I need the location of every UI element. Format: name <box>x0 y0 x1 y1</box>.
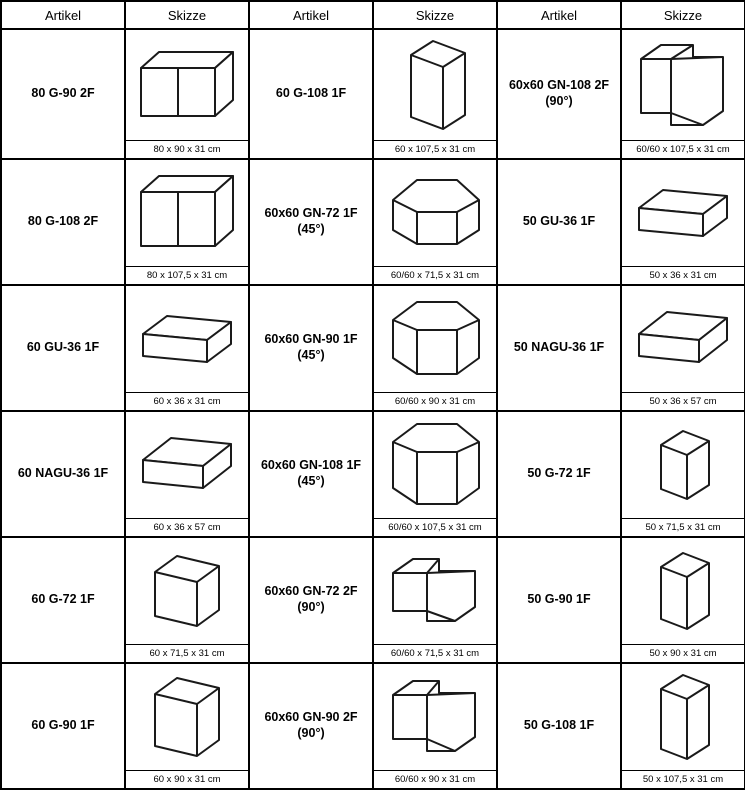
dimension-label: 50 x 90 x 31 cm <box>622 644 744 663</box>
sketch-cell <box>125 159 249 285</box>
dimension-label: 60/60 x 71,5 x 31 cm <box>374 266 496 285</box>
corner-90-mid-icon <box>374 664 496 770</box>
article-label: 60x60 GN-72 1F (45°) <box>249 159 373 285</box>
sketch-cell <box>621 159 745 285</box>
article-label: 60x60 GN-72 2F (90°) <box>249 537 373 663</box>
corner-45-mid-icon <box>374 286 496 392</box>
corner-90-low-icon <box>374 538 496 644</box>
dimension-label: 60 x 36 x 57 cm <box>126 518 248 537</box>
table-row <box>1 159 745 285</box>
corner-45-tall-icon <box>374 412 496 518</box>
article-label: 60x60 GN-90 2F (90°) <box>249 663 373 789</box>
article-label: 60 G-90 1F <box>1 663 125 789</box>
corner-90-tall-icon <box>622 30 744 140</box>
sketch-cell <box>621 29 745 159</box>
sketch-cell <box>373 159 497 285</box>
article-label: 50 G-108 1F <box>497 663 621 789</box>
sketch-cell <box>621 411 745 537</box>
article-label: 80 G-90 2F <box>1 29 125 159</box>
column-header-skizze-3: Skizze <box>621 1 745 29</box>
table-header-row <box>1 1 745 29</box>
article-label: 60 G-72 1F <box>1 537 125 663</box>
sketch-cell <box>621 663 745 789</box>
dimension-label: 60/60 x 107,5 x 31 cm <box>374 518 496 537</box>
dimension-label: 80 x 107,5 x 31 cm <box>126 266 248 285</box>
narrow-cabinet-low-icon <box>622 412 744 518</box>
article-label: 50 G-90 1F <box>497 537 621 663</box>
column-header-artikel-3: Artikel <box>497 1 621 29</box>
dimension-label: 60 x 90 x 31 cm <box>126 770 248 789</box>
dimension-label: 60 x 71,5 x 31 cm <box>126 644 248 663</box>
corner-45-low-icon <box>374 160 496 266</box>
dimension-label: 60/60 x 90 x 31 cm <box>374 770 496 789</box>
dimension-label: 50 x 36 x 57 cm <box>622 392 744 411</box>
deep-flat-box-icon <box>622 286 744 392</box>
article-label: 60x60 GN-90 1F (45°) <box>249 285 373 411</box>
sketch-cell <box>125 663 249 789</box>
wall-cabinet-2door-tall-icon <box>126 160 248 266</box>
dimension-label: 60 x 107,5 x 31 cm <box>374 140 496 159</box>
table-row <box>1 29 745 159</box>
article-label: 60 NAGU-36 1F <box>1 411 125 537</box>
wall-cabinet-2door-icon <box>126 30 248 140</box>
dimension-label: 60/60 x 90 x 31 cm <box>374 392 496 411</box>
cabinet-1door-mid-icon <box>126 664 248 770</box>
article-label: 60 GU-36 1F <box>1 285 125 411</box>
sketch-cell <box>373 411 497 537</box>
article-label: 50 G-72 1F <box>497 411 621 537</box>
column-header-skizze-2: Skizze <box>373 1 497 29</box>
sketch-cell <box>373 29 497 159</box>
sketch-cell <box>125 411 249 537</box>
flat-box-icon <box>622 160 744 266</box>
sketch-cell <box>373 537 497 663</box>
table-row <box>1 285 745 411</box>
column-header-artikel-2: Artikel <box>249 1 373 29</box>
narrow-cabinet-mid-icon <box>622 538 744 644</box>
sketch-cell <box>125 29 249 159</box>
column-header-skizze-1: Skizze <box>125 1 249 29</box>
tall-cabinet-1door-icon <box>374 30 496 140</box>
dimension-label: 60/60 x 71,5 x 31 cm <box>374 644 496 663</box>
article-label: 50 NAGU-36 1F <box>497 285 621 411</box>
dimension-label: 50 x 71,5 x 31 cm <box>622 518 744 537</box>
column-header-artikel-1: Artikel <box>1 1 125 29</box>
article-label: 80 G-108 2F <box>1 159 125 285</box>
dimension-label: 80 x 90 x 31 cm <box>126 140 248 159</box>
article-label: 60 G-108 1F <box>249 29 373 159</box>
sketch-cell <box>125 285 249 411</box>
cabinet-1door-low-icon <box>126 538 248 644</box>
sketch-cell <box>621 285 745 411</box>
article-label: 50 GU-36 1F <box>497 159 621 285</box>
table-row <box>1 537 745 663</box>
table-row <box>1 411 745 537</box>
table-body <box>1 29 745 789</box>
narrow-cabinet-tall-icon <box>622 664 744 770</box>
deep-flat-box-icon <box>126 412 248 518</box>
dimension-label: 50 x 36 x 31 cm <box>622 266 744 285</box>
sketch-cell <box>621 537 745 663</box>
article-label: 60x60 GN-108 2F (90°) <box>497 29 621 159</box>
table-row <box>1 663 745 789</box>
dimension-label: 60 x 36 x 31 cm <box>126 392 248 411</box>
sketch-cell <box>373 663 497 789</box>
flat-box-icon <box>126 286 248 392</box>
article-label: 60x60 GN-108 1F (45°) <box>249 411 373 537</box>
dimension-label: 60/60 x 107,5 x 31 cm <box>622 140 744 159</box>
sketch-cell <box>125 537 249 663</box>
dimension-label: 50 x 107,5 x 31 cm <box>622 770 744 789</box>
sketch-cell <box>373 285 497 411</box>
